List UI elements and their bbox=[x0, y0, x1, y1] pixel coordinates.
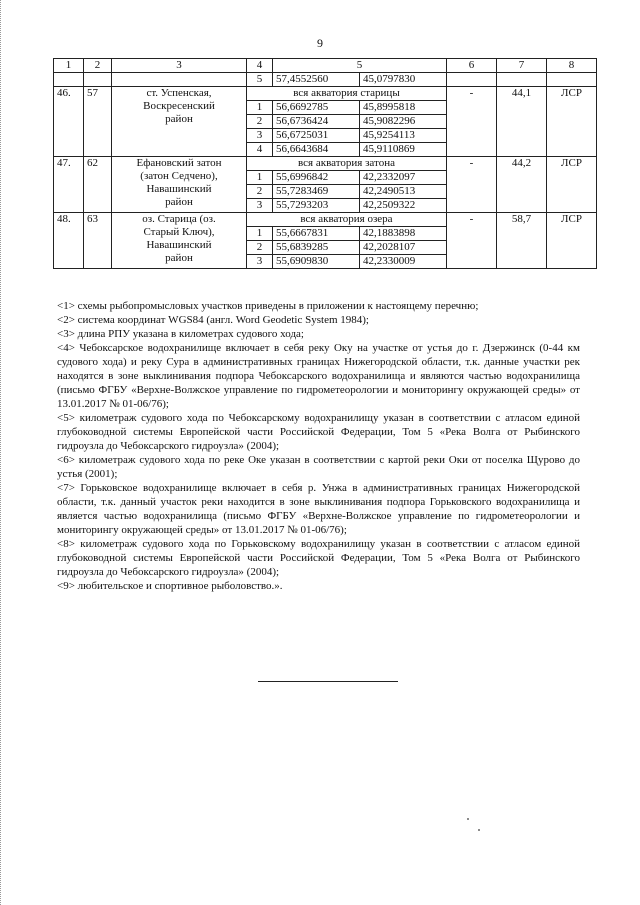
longitude-cell: 45,9110869 bbox=[360, 143, 447, 157]
header-cell: 2 bbox=[84, 59, 112, 73]
footnote: <4> Чебоксарское водохранилище включает в себя реку Оку на участке от устья до г. Дзержинск (0-44 км судового хода) и реку Сура в административных границах Нижегородской области, т.к. данные участки рек находятся в зоне выклинивания подпора Чебоксарского водохранилища и являются частью водохранилища (письмо ФГБУ «Верхне-Волжское управление по гидрометеорологии и мониторингу окружающей среды» от 13.01.2017 № 01-06/76); bbox=[57, 342, 580, 410]
type-cell: ЛСР bbox=[547, 157, 597, 213]
footnote: <9> любительское и спортивное рыболовство.». bbox=[57, 580, 283, 592]
zone-description: вся акватория озера bbox=[247, 213, 447, 227]
table-row bbox=[54, 87, 597, 101]
scan-edge bbox=[0, 0, 3, 905]
latitude-cell: 55,7293203 bbox=[273, 199, 360, 213]
longitude-cell: 45,0797830 bbox=[360, 73, 447, 87]
type-cell: ЛСР bbox=[547, 213, 597, 269]
scan-speck bbox=[467, 818, 469, 820]
longitude-cell: 45,8995818 bbox=[360, 101, 447, 115]
cell-empty bbox=[547, 73, 597, 87]
header-cell: 7 bbox=[497, 59, 547, 73]
closing-rule bbox=[258, 681, 398, 682]
latitude-cell: 56,6692785 bbox=[273, 101, 360, 115]
header-cell: 4 bbox=[247, 59, 273, 73]
header-cell: 1 bbox=[54, 59, 84, 73]
cell-empty bbox=[54, 73, 84, 87]
area-name-line: район bbox=[165, 196, 193, 208]
longitude-cell: 42,2509322 bbox=[360, 199, 447, 213]
longitude-cell: 45,9082296 bbox=[360, 115, 447, 129]
entry-id: 62 bbox=[84, 157, 112, 213]
entry-id: 57 bbox=[84, 87, 112, 157]
point-number: 5 bbox=[247, 73, 273, 87]
cell-empty bbox=[112, 73, 247, 87]
latitude-cell: 55,6996842 bbox=[273, 171, 360, 185]
cell-empty bbox=[497, 73, 547, 87]
fishing-areas-table bbox=[53, 58, 597, 269]
footnotes bbox=[57, 299, 580, 593]
zone-description: вся акватория затона bbox=[247, 157, 447, 171]
footnote: <2> система координат WGS84 (англ. Word Geodetic System 1984); bbox=[57, 314, 369, 326]
header-cell: 6 bbox=[447, 59, 497, 73]
footnote: <1> схемы рыбопромысловых участков приведены в приложении к настоящему перечню; bbox=[57, 300, 479, 312]
latitude-cell: 57,4552560 bbox=[273, 73, 360, 87]
area-name-line: Старый Ключ), bbox=[143, 226, 215, 238]
entry-number: 47. bbox=[54, 157, 84, 213]
longitude-cell: 42,2332097 bbox=[360, 171, 447, 185]
entry-number: 46. bbox=[54, 87, 84, 157]
entry-number: 48. bbox=[54, 213, 84, 269]
footnote: <7> Горьковское водохранилище включает в себя р. Унжа в административных границах Нижегородской области, т.к. данный участок реки находится в зоне выклинивания подпора Горьковского водохранилища и является частью водохранилища (письмо ФГБУ «Верхне-Волжское управление по гидрометеорологии и мониторингу окружающей среды» от 13.01.2017 № 01-06/76); bbox=[57, 482, 580, 536]
longitude-cell: 42,2490513 bbox=[360, 185, 447, 199]
page-number: 9 bbox=[317, 36, 323, 50]
footnote: <6> километраж судового хода по реке Оке указан в соответствии с картой реки Оки от поселка Щурово до устья (2001); bbox=[57, 454, 580, 480]
entry-id: 63 bbox=[84, 213, 112, 269]
point-number: 2 bbox=[247, 115, 273, 129]
longitude-cell: 45,9254113 bbox=[360, 129, 447, 143]
latitude-cell: 56,6725031 bbox=[273, 129, 360, 143]
point-number: 1 bbox=[247, 227, 273, 241]
area-name-line: Ефановский затон bbox=[136, 157, 222, 169]
footnote: <8> километраж судового хода по Горьковскому водохранилищу указан в соответствии с атласом единой глубоководной системы Европейской части Российской Федерации, Том 5 «Река Волга от Рыбинского гидроузла до Чебоксарского гидроузла» (2004); bbox=[57, 538, 580, 578]
point-number: 4 bbox=[247, 143, 273, 157]
latitude-cell: 55,6839285 bbox=[273, 241, 360, 255]
table-row bbox=[54, 157, 597, 171]
latitude-cell: 55,6667831 bbox=[273, 227, 360, 241]
scan-speck bbox=[478, 829, 480, 831]
point-number: 1 bbox=[247, 171, 273, 185]
point-number: 3 bbox=[247, 199, 273, 213]
area-name-line: (затон Седчено), bbox=[140, 170, 218, 182]
longitude-cell: 42,2330009 bbox=[360, 255, 447, 269]
area-name bbox=[112, 87, 247, 157]
footnote: <3> длина РПУ указана в километрах судового хода; bbox=[57, 328, 304, 340]
table-header-row bbox=[54, 59, 597, 73]
length-cell: 44,2 bbox=[497, 157, 547, 213]
type-cell: ЛСР bbox=[547, 87, 597, 157]
dash-cell: - bbox=[447, 87, 497, 157]
point-number: 3 bbox=[247, 129, 273, 143]
latitude-cell: 56,6736424 bbox=[273, 115, 360, 129]
table-row bbox=[54, 73, 597, 87]
area-name-line: ст. Успенская, bbox=[146, 87, 212, 99]
point-number: 3 bbox=[247, 255, 273, 269]
table-row bbox=[54, 213, 597, 227]
cell-empty bbox=[84, 73, 112, 87]
dash-cell: - bbox=[447, 157, 497, 213]
longitude-cell: 42,1883898 bbox=[360, 227, 447, 241]
latitude-cell: 55,6909830 bbox=[273, 255, 360, 269]
length-cell: 58,7 bbox=[497, 213, 547, 269]
longitude-cell: 42,2028107 bbox=[360, 241, 447, 255]
point-number: 2 bbox=[247, 185, 273, 199]
header-cell: 5 bbox=[273, 59, 447, 73]
header-cell: 3 bbox=[112, 59, 247, 73]
dash-cell: - bbox=[447, 213, 497, 269]
cell-empty bbox=[447, 73, 497, 87]
area-name bbox=[112, 213, 247, 269]
area-name-line: Воскресенский bbox=[143, 100, 215, 112]
area-name-line: район bbox=[165, 113, 193, 125]
area-name bbox=[112, 157, 247, 213]
area-name-line: оз. Старица (оз. bbox=[142, 213, 216, 225]
latitude-cell: 55,7283469 bbox=[273, 185, 360, 199]
area-name-line: Навашинский bbox=[146, 239, 212, 251]
point-number: 1 bbox=[247, 101, 273, 115]
area-name-line: район bbox=[165, 252, 193, 264]
length-cell: 44,1 bbox=[497, 87, 547, 157]
zone-description: вся акватория старицы bbox=[247, 87, 447, 101]
area-name-line: Навашинский bbox=[146, 183, 212, 195]
point-number: 2 bbox=[247, 241, 273, 255]
latitude-cell: 56,6643684 bbox=[273, 143, 360, 157]
header-cell: 8 bbox=[547, 59, 597, 73]
footnote: <5> километраж судового хода по Чебоксарскому водохранилищу указан в соответствии с атласом единой глубоководной системы Европейской части Российской Федерации, Том 5 «Река Волга от Рыбинского гидроузла до Чебоксарского гидроузла» (2004); bbox=[57, 412, 580, 452]
